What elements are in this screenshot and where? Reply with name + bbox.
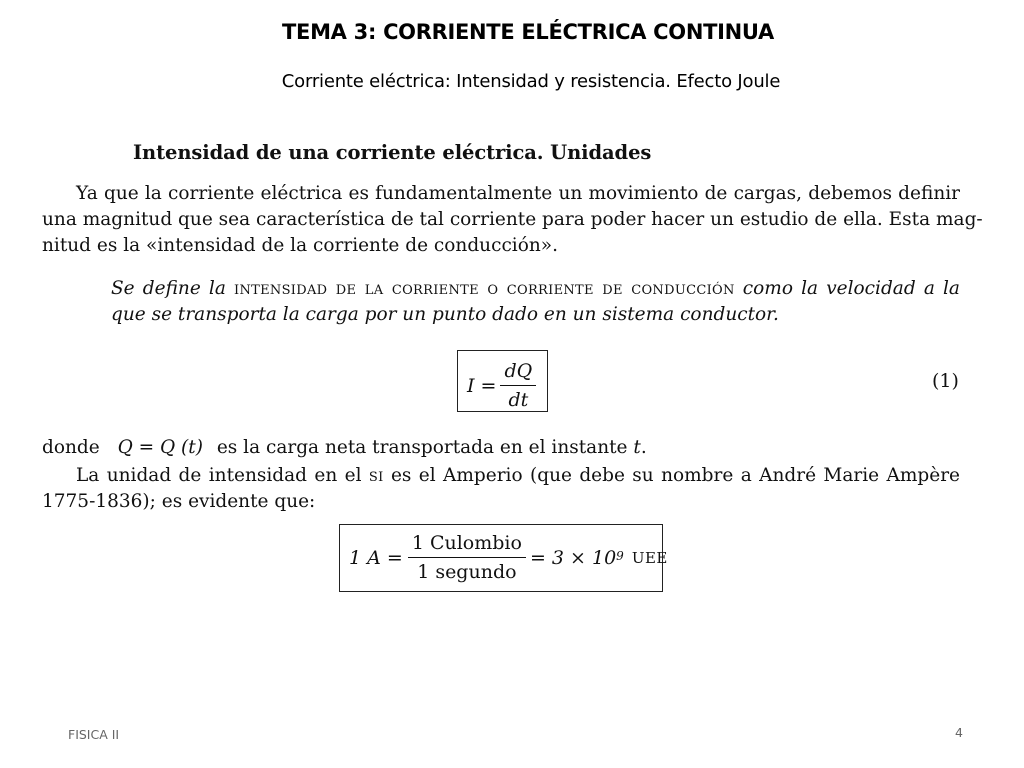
donde-text: es la carga neta transportada en el instante <box>216 437 628 458</box>
definition-paragraph <box>111 276 960 328</box>
equation-1-denominator: dt <box>508 389 529 411</box>
equation-1-fraction <box>500 359 536 412</box>
definition-term: intensidad de la corriente o corriente de conducción <box>234 278 735 299</box>
donde-paragraph <box>42 435 960 461</box>
equation-2-rhs: = 3 × 10 <box>529 546 617 569</box>
intro-line-2: una magnitud que sea característica de tal corriente para poder hacer un estudio de ella. Esta mag- <box>42 209 983 230</box>
equation-2-unit: UEE <box>631 548 668 567</box>
equation-1 <box>467 359 536 412</box>
slide-subtitle: Corriente eléctrica: Intensidad y resistencia. Efecto Joule <box>281 71 781 92</box>
slide-number: 4 <box>955 725 963 740</box>
equation-2-lhs: 1 A = <box>349 546 403 569</box>
equation-1-lhs: I = <box>467 374 497 397</box>
equation-1-box <box>457 350 548 412</box>
unit-paragraph <box>42 463 960 515</box>
equation-1-number: (1) <box>932 370 959 392</box>
definition-line-2: que se transporta la carga por un punto dado en un sistema conductor. <box>111 304 779 325</box>
footer-course-label: FISICA II <box>68 727 120 742</box>
equation-2-fraction <box>408 531 526 584</box>
definition-text-a: Se define la <box>111 278 226 299</box>
equation-2 <box>349 531 668 584</box>
donde-period: . <box>640 437 647 458</box>
equation-2-denominator: 1 segundo <box>417 561 517 583</box>
unit-line-1 <box>42 463 960 489</box>
intro-line-1: Ya que la corriente eléctrica es fundamentalmente un movimiento de cargas, debemos definir <box>76 183 960 204</box>
charge-function: Q = Q (t) <box>117 437 203 458</box>
intro-line-3: nitud es la «intensidad de la corriente de conducción». <box>42 235 558 256</box>
intro-paragraph <box>42 181 983 259</box>
unit-text-b: es el Amperio (que debe su nombre a André Marie Ampère <box>390 465 960 486</box>
equation-2-numerator: 1 Culombio <box>408 531 526 558</box>
section-heading: Intensidad de una corriente eléctrica. Unidades <box>133 141 652 164</box>
donde-prefix: donde <box>42 437 100 458</box>
time-variable: t <box>633 437 641 458</box>
equation-2-box <box>339 524 668 592</box>
unit-text-a: La unidad de intensidad en el <box>76 465 362 486</box>
donde-line <box>42 435 960 461</box>
si-abbrev: si <box>368 465 384 486</box>
equation-1-numerator: dQ <box>500 359 536 386</box>
definition-text-b: como la velocidad a la <box>742 278 960 299</box>
equation-2-exponent: 9 <box>616 548 624 563</box>
definition-line-1 <box>111 276 960 302</box>
slide-title: TEMA 3: CORRIENTE ELÉCTRICA CONTINUA <box>282 20 774 44</box>
unit-line-2: 1775-1836); es evidente que: <box>42 491 316 512</box>
